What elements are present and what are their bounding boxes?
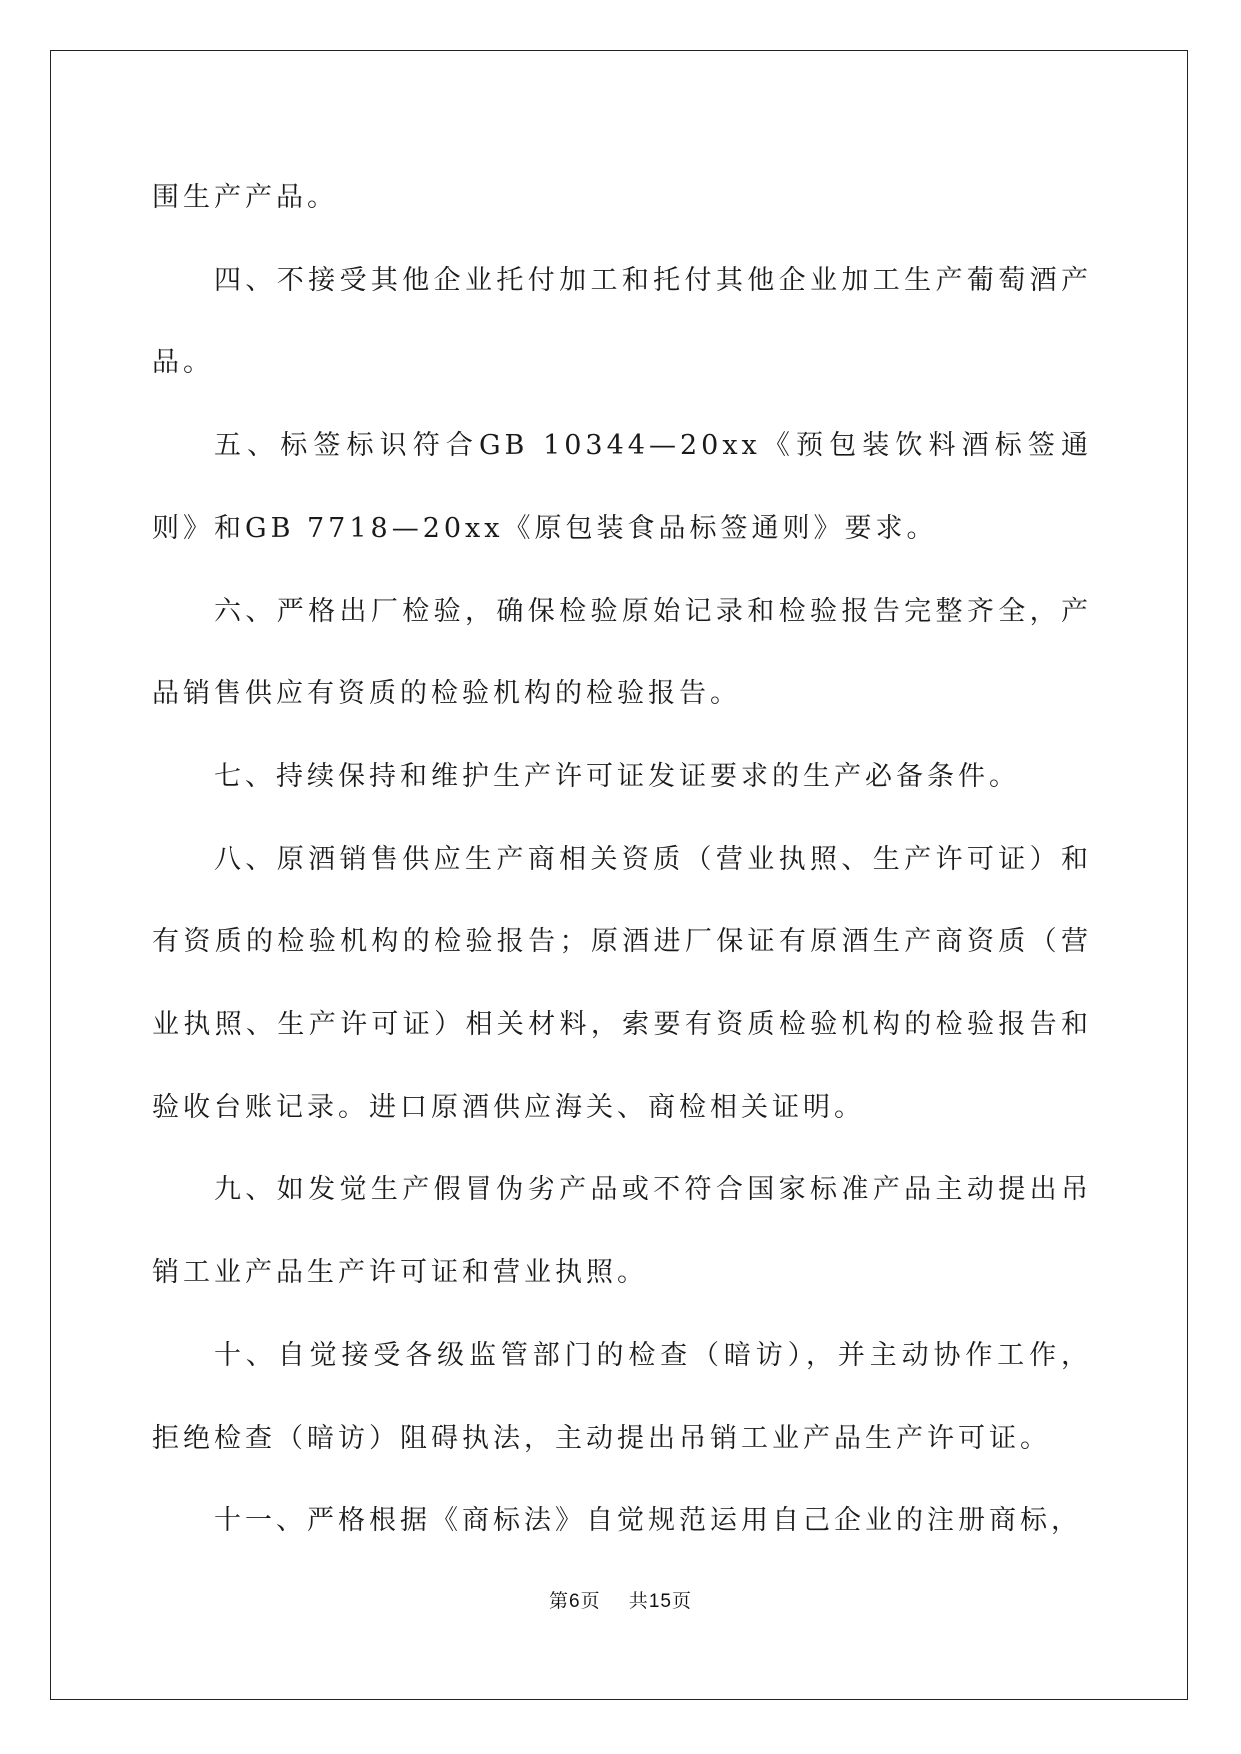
paragraph-4: 七、持续保持和维护生产许可证发证要求的生产必备条件。	[214, 760, 1020, 792]
paragraph-7: 十、自觉接受各级监管部门的检查（暗访），并主动协作工作，拒绝检查（暗访）阻碍执法，主动提出吊销工业产品生产许可证。	[152, 1339, 1092, 1454]
page-footer	[0, 1586, 1241, 1613]
total-suffix: 页	[671, 1590, 692, 1612]
total-pages: 15	[648, 1591, 672, 1612]
paragraph-0: 围生产产品。	[152, 182, 338, 213]
document-body	[152, 157, 1092, 1563]
paragraph-2: 五、标签标识符合GB 10344—20xx《预包装饮料酒标签通则》和GB 7718—20xx《原包装食品标签通则》要求。	[152, 430, 1092, 544]
paragraph-6: 九、如发觉生产假冒伪劣产品或不符合国家标准产品主动提出吊销工业产品生产许可证和营业执照。	[152, 1174, 1092, 1289]
paragraph-5: 八、原酒销售供应生产商相关资质（营业执照、生产许可证）和有资质的检验机构的检验报告；原酒进厂保证有原酒生产商资质（营业执照、生产许可证）相关材料，索要有资质检验机构的检验报告和验收台账记录。进口原酒供应海关、商检相关证明。	[152, 843, 1092, 1123]
page-number: 6	[569, 1591, 581, 1612]
paragraph-1: 四、不接受其他企业托付加工和托付其他企业加工生产葡萄酒产品。	[152, 264, 1092, 379]
total-prefix: 共	[628, 1590, 649, 1612]
page-suffix: 页	[580, 1590, 601, 1612]
paragraph-3: 六、严格出厂检验，确保检验原始记录和检验报告完整齐全，产品销售供应有资质的检验机构的检验报告。	[152, 595, 1092, 710]
paragraph-8: 十一、严格根据《商标法》自觉规范运用自己企业的注册商标，	[214, 1505, 1082, 1537]
page-prefix: 第	[549, 1590, 570, 1612]
